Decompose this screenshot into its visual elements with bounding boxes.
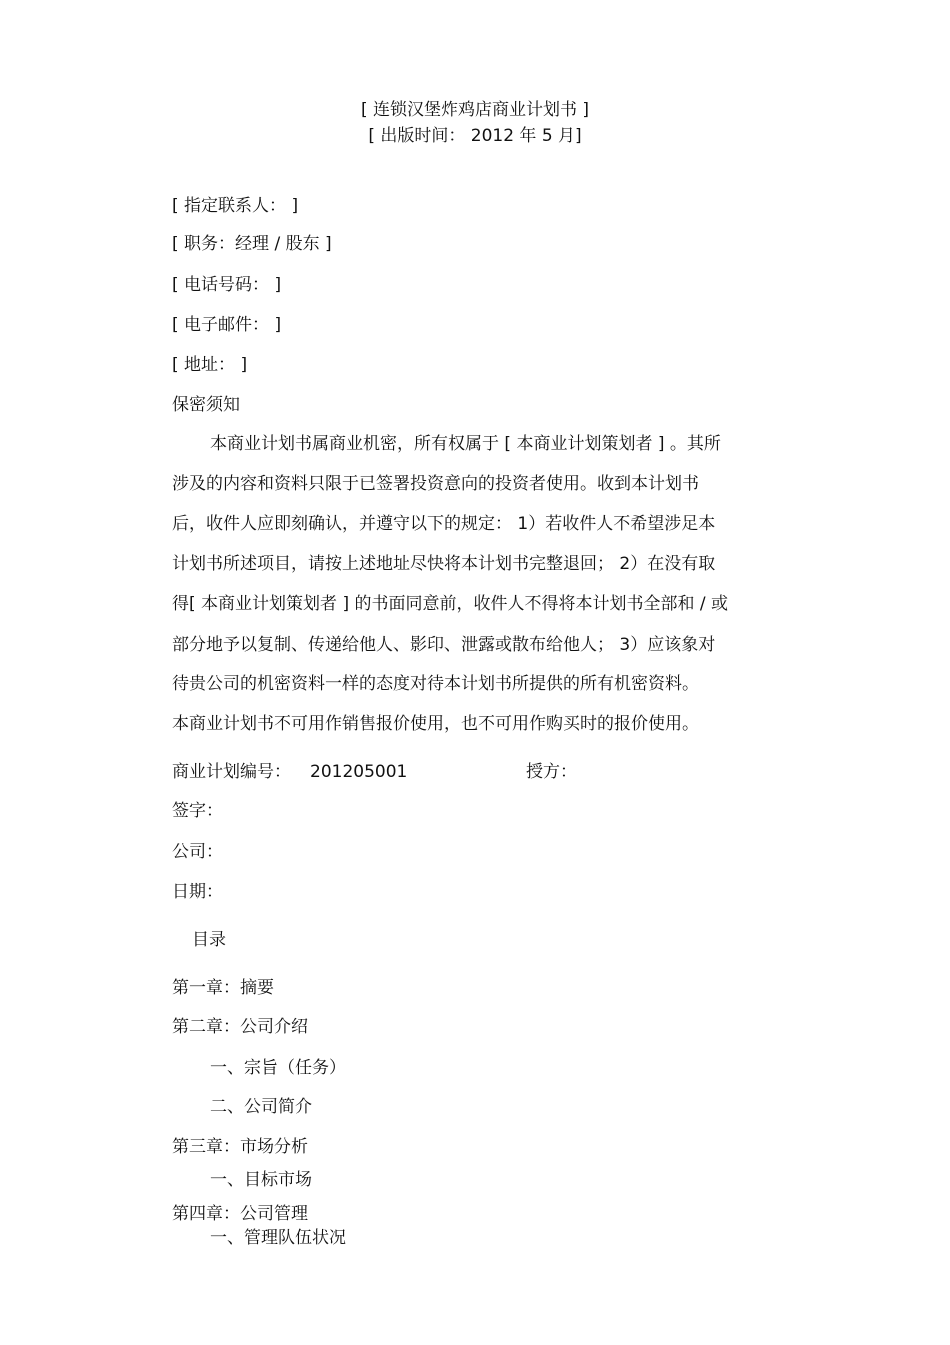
confidentiality-line: 涉及的内容和资料只限于已签署投资意向的投资者使用。收到本计划书 [172, 474, 699, 494]
toc-chapter: 第三章：市场分析 [172, 1137, 308, 1157]
toc-chapter: 第二章：公司介绍 [172, 1017, 308, 1037]
toc-heading: 目录 [192, 930, 226, 950]
contact-address: [ 地址： ] [172, 355, 248, 375]
contact-phone: [ 电话号码： ] [172, 275, 282, 295]
plan-number-label: 商业计划编号： [172, 762, 291, 782]
confidentiality-heading: 保密须知 [172, 395, 240, 415]
confidentiality-line: 得[ 本商业计划策划者 ] 的书面同意前，收件人不得将本计划书全部和 / 或 [172, 594, 729, 614]
confidentiality-line: 待贵公司的机密资料一样的态度对待本计划书所提供的所有机密资料。 [172, 674, 699, 694]
company-label: 公司： [172, 842, 223, 862]
signature-label: 签字： [172, 801, 223, 821]
toc-chapter: 第四章：公司管理 [172, 1204, 308, 1224]
toc-chapter: 第一章：摘要 [172, 978, 274, 998]
confidentiality-line: 后，收件人应即刻确认，并遵守以下的规定： 1）若收件人不希望涉足本 [172, 514, 716, 534]
date-label: 日期： [172, 882, 223, 902]
confidentiality-line: 本商业计划书不可用作销售报价使用，也不可用作购买时的报价使用。 [172, 714, 699, 734]
document-title: [ 连锁汉堡炸鸡店商业计划书 ] [360, 100, 590, 120]
contact-person: [ 指定联系人： ] [172, 196, 299, 216]
confidentiality-line: 计划书所述项目，请按上述地址尽快将本计划书完整退回； 2）在没有取 [172, 554, 716, 574]
publish-date: [ 出版时间： 2012 年 5 月] [368, 126, 582, 146]
toc-section: 一、宗旨（任务） [210, 1058, 346, 1078]
confidentiality-line: 本商业计划书属商业机密，所有权属于 [ 本商业计划策划者 ] 。其所 [210, 434, 721, 454]
contact-position: [ 职务：经理 / 股东 ] [172, 234, 332, 254]
confidentiality-line: 部分地予以复制、传递给他人、影印、泄露或散布给他人； 3）应该象对 [172, 635, 716, 655]
contact-email: [ 电子邮件： ] [172, 315, 282, 335]
toc-section: 一、管理队伍状况 [210, 1228, 346, 1248]
toc-section: 二、公司简介 [210, 1097, 312, 1117]
grantee-label: 授方： [526, 762, 577, 782]
toc-section: 一、目标市场 [210, 1170, 312, 1190]
plan-number-value: 201205001 [310, 762, 408, 782]
